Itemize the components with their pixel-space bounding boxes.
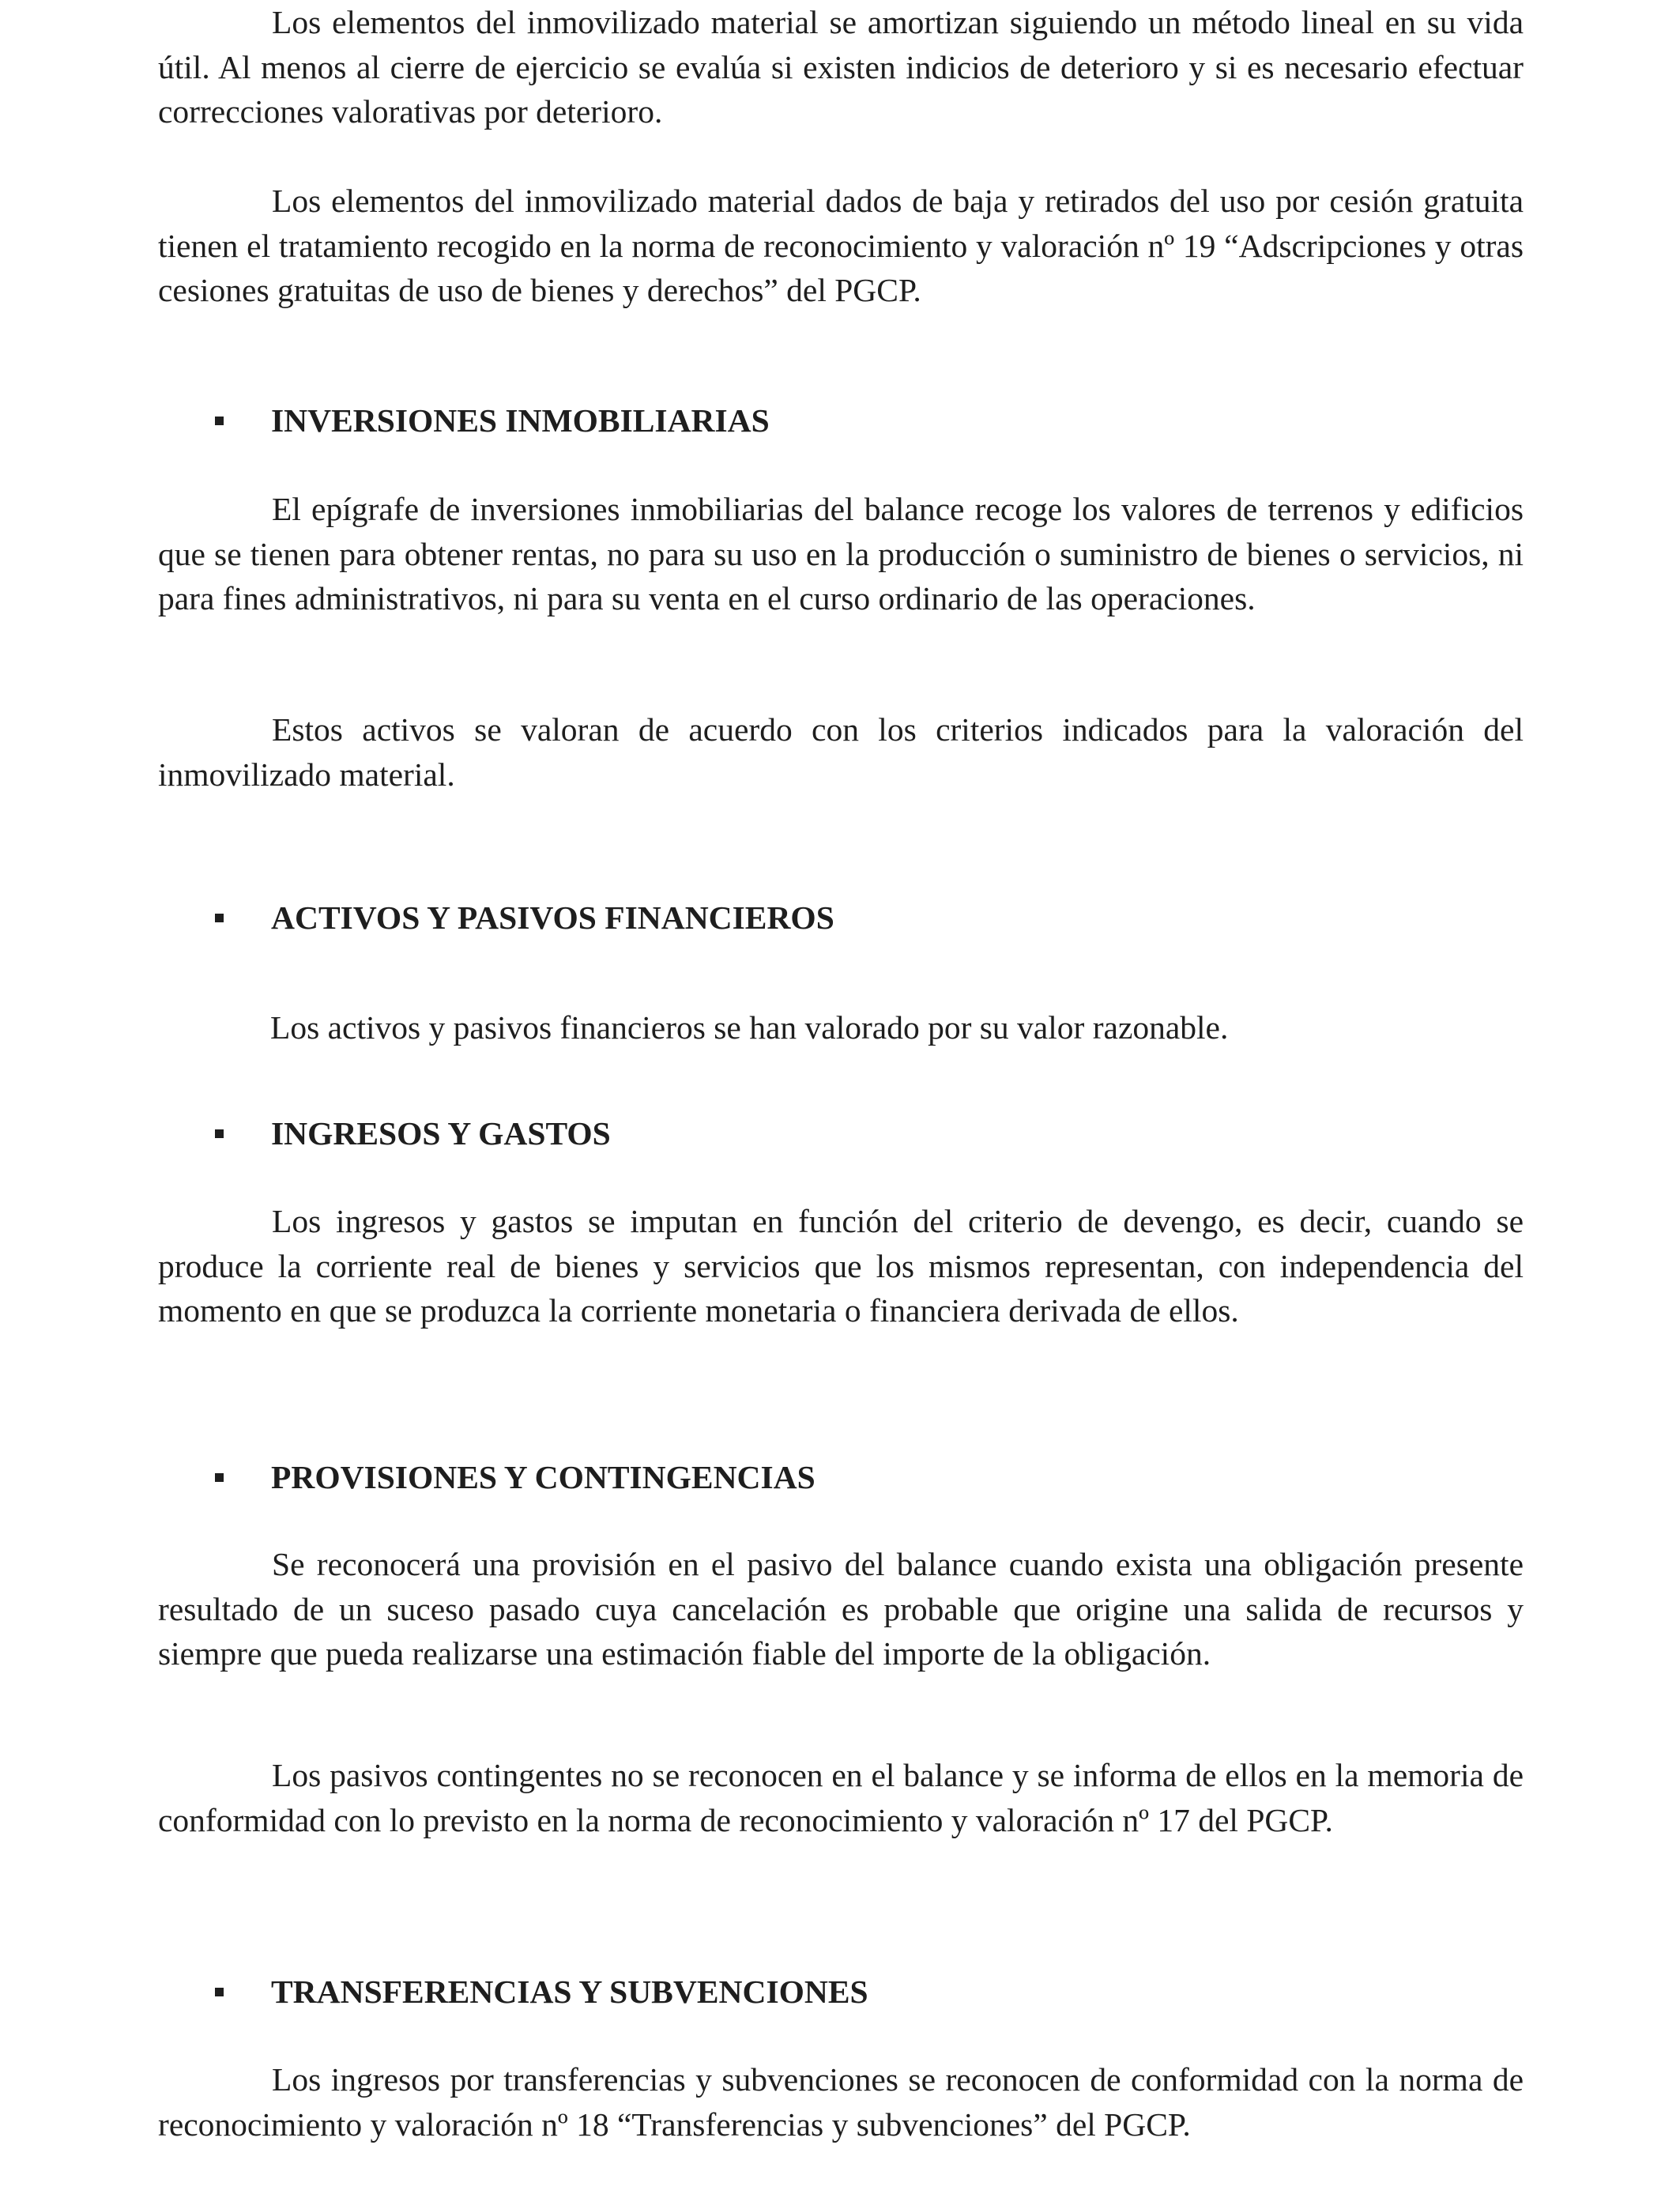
paragraph-ingresos-gastos: Los ingresos y gastos se imputan en función del criterio de devengo, es decir, cuando se produce la corriente real de bienes y servicios que los mismos representan, con independencia del momento en que se produzca la corriente monetaria o financiera derivada de ellos. bbox=[158, 1203, 1524, 1329]
paragraph-provisiones: Se reconocerá una provisión en el pasivo del balance cuando exista una obligación presente resultado de un suceso pasado cuya cancelación es probable que origine una salida de recursos y siempre que pueda realizarse una estimación fiable del importe de la obligación. bbox=[158, 1546, 1524, 1672]
paragraph-amortizacion: Los elementos del inmovilizado material se amortizan siguiendo un método lineal en su vida útil. Al menos al cierre de ejercicio se evalúa si existen indicios de deterioro y si es necesario efectuar correcciones valorativas por deterioro. bbox=[158, 4, 1524, 130]
paragraph-bajas-cesion: Los elementos del inmovilizado material dados de baja y retirados del uso por cesión gratuita tienen el tratamiento recogido en la norma de reconocimiento y valoración nº 19 “Adscripciones y otras cesiones gratuitas de uso de bienes y derechos” del PGCP. bbox=[158, 183, 1524, 308]
heading-text: INGRESOS Y GASTOS bbox=[271, 1115, 611, 1152]
heading-text: INVERSIONES INMOBILIARIAS bbox=[271, 402, 770, 439]
bullet-icon bbox=[215, 417, 224, 425]
heading-text: PROVISIONES Y CONTINGENCIAS bbox=[271, 1459, 816, 1495]
paragraph-activos-financieros: Los activos y pasivos financieros se han valorado por su valor razonable. bbox=[270, 1009, 1229, 1046]
document-page bbox=[158, 0, 1524, 2194]
bullet-icon bbox=[215, 1129, 224, 1138]
heading-text: ACTIVOS Y PASIVOS FINANCIEROS bbox=[271, 899, 834, 936]
paragraph-inversiones-definicion: El epígrafe de inversiones inmobiliarias del balance recoge los valores de terrenos y edificios que se tienen para obtener rentas, no para su uso en la producción o suministro de bienes o servicios, ni para fines administrativos, ni para su venta en el curso ordinario de las operaciones. bbox=[158, 491, 1524, 616]
heading-text: TRANSFERENCIAS Y SUBVENCIONES bbox=[271, 1973, 868, 2010]
heading-transferencias-subvenciones bbox=[215, 1968, 868, 2015]
heading-activos-pasivos-financieros bbox=[215, 894, 834, 941]
bullet-icon bbox=[215, 1988, 224, 1996]
paragraph-pasivos-contingentes: Los pasivos contingentes no se reconocen en el balance y se informa de ellos en la memoria de conformidad con lo previsto en la norma de reconocimiento y valoración nº 17 del PGCP. bbox=[158, 1757, 1524, 1838]
heading-provisiones-contingencias bbox=[215, 1453, 816, 1501]
paragraph-inversiones-valoracion: Estos activos se valoran de acuerdo con los criterios indicados para la valoración del inmovilizado material. bbox=[158, 711, 1524, 793]
heading-ingresos-gastos bbox=[215, 1110, 611, 1157]
bullet-icon bbox=[215, 1473, 224, 1482]
bullet-icon bbox=[215, 914, 224, 922]
paragraph-transferencias: Los ingresos por transferencias y subvenciones se reconocen de conformidad con la norma de reconocimiento y valoración nº 18 “Transferencias y subvenciones” del PGCP. bbox=[158, 2061, 1524, 2143]
heading-inversiones-inmobiliarias bbox=[215, 397, 770, 444]
